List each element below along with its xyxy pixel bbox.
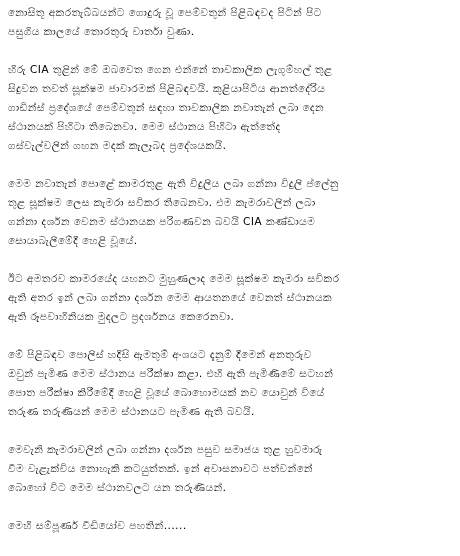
text-line: සිදුවන තවත් සූක්ෂම ජාවාරමක් පිළිබඳවයි. කුළියාපිටිය ආනත්දේරිය <box>8 83 326 95</box>
paragraph-spacer <box>8 42 456 61</box>
paragraph-video-note <box>8 517 456 536</box>
text-line: ඔවුන් පැමිණ මෙම ස්ථානය පරීක්ෂා කළා. එහි ඇති පැමිණිමේ සටහන් <box>8 368 334 380</box>
paragraph-spacer <box>8 498 456 517</box>
text-line: ඊට අමතරව කාමරයේද යහනට මුහුණලාද මෙම සූක්ෂම කැමරා සවිකර <box>8 273 340 285</box>
text-line: මෙහි සම්පූර්ණ වීඩියෝව පහතින්...... <box>8 520 187 532</box>
paragraph-consequence <box>8 441 456 498</box>
text-line: වීම වැළැක්විය නොහැකි කටයුත්තක්. ඉන් අවාසනාවට පත්වන්නේ <box>8 463 313 475</box>
text-line: සොයාබැලීමේදී හෙළි වූයේ. <box>8 235 138 247</box>
news-article <box>8 4 456 536</box>
paragraph-spacer <box>8 156 456 175</box>
paragraph-location <box>8 61 456 156</box>
paragraph-spacer <box>8 422 456 441</box>
text-line: ස්ථානයක් පිහිටා තිබෙනවා. මෙම ස්ථානය පිහිටා ඇත්තේද <box>8 121 281 133</box>
text-line: තුළ සූක්ෂම ලෙස කැමරා සවිකර තිබෙනවා. එම කැමරාවලින් ලබා <box>8 197 316 209</box>
paragraph-spacer <box>8 251 456 270</box>
text-line: ගස්වැල්වලින් ගහන මදක් කැලෑබද ප්‍රදේශයකයි. <box>8 140 227 152</box>
text-line: බොහෝ විට මෙම ස්ථානවලට යන තරුණියන්. <box>8 482 227 494</box>
text-line: තරුණ තරුණියන් මෙම ස්ථානයට පැමිණ ඇති බවයි. <box>8 406 255 418</box>
text-line: ගාඩින්ස් ප්‍රදේශයේ පෙම්වතුන් සඳහා තාවකාලික නවාතැන් ලබා දෙන <box>8 102 325 114</box>
text-line: මේ පිළිබඳව පොලිස් හදිසි ඇමතුම් අංශයට දැනුම් දීමෙන් අනතුරුව <box>8 349 312 361</box>
paragraph-police <box>8 346 456 422</box>
paragraph-cameras <box>8 175 456 251</box>
text-line: පොත පරීක්ෂා කිරීමේදී හෙළි වූයේ බොහොමයක් නව යොවුන් වියේ <box>8 387 325 399</box>
paragraph-spacer <box>8 327 456 346</box>
text-line: ගන්නා දර්ශන වෙනම ස්ථානයක පරිගණවන බවයි CIA කණ්ඩායම <box>8 216 316 228</box>
text-line: හිරු CIA තුළින් මේ ඔබවෙත ගෙන එන්නේ තාවකාලික ලැගුම්හල් තුළ <box>8 64 333 76</box>
text-line: පසුගිය කාලයේ තොරතුරු වාර්තා වුණා. <box>8 26 195 38</box>
text-line: නොසිතූ අකරතැබ්බයන්ට ගොදුරු වූ පෙම්වතුන් පිළිබඳවද පිටින් පිට <box>8 7 322 19</box>
text-line: මෙම නවාතැන් පොළේ කාමරතුළ ඇති විදුලිය ලබා ගන්නා විදුලි ප්ලේනු <box>8 178 339 190</box>
paragraph-broadcast <box>8 270 456 327</box>
text-line: ඇති අතර ඉන් ලබා ගන්නා දර්ශන මෙම ආයතනයේ වෙනත් ස්ථානයක <box>8 292 333 304</box>
text-line: මෙවැනි කැමරාවලින් ලබා ගන්නා දර්ශන පසුව සමාජය තුළ හුවමාරු <box>8 444 323 456</box>
paragraph-intro <box>8 4 456 42</box>
text-line: ඇති රූපවාහිනියක මුදලට ප්‍රදර්ශනය කෙරෙනවා. <box>8 311 235 323</box>
